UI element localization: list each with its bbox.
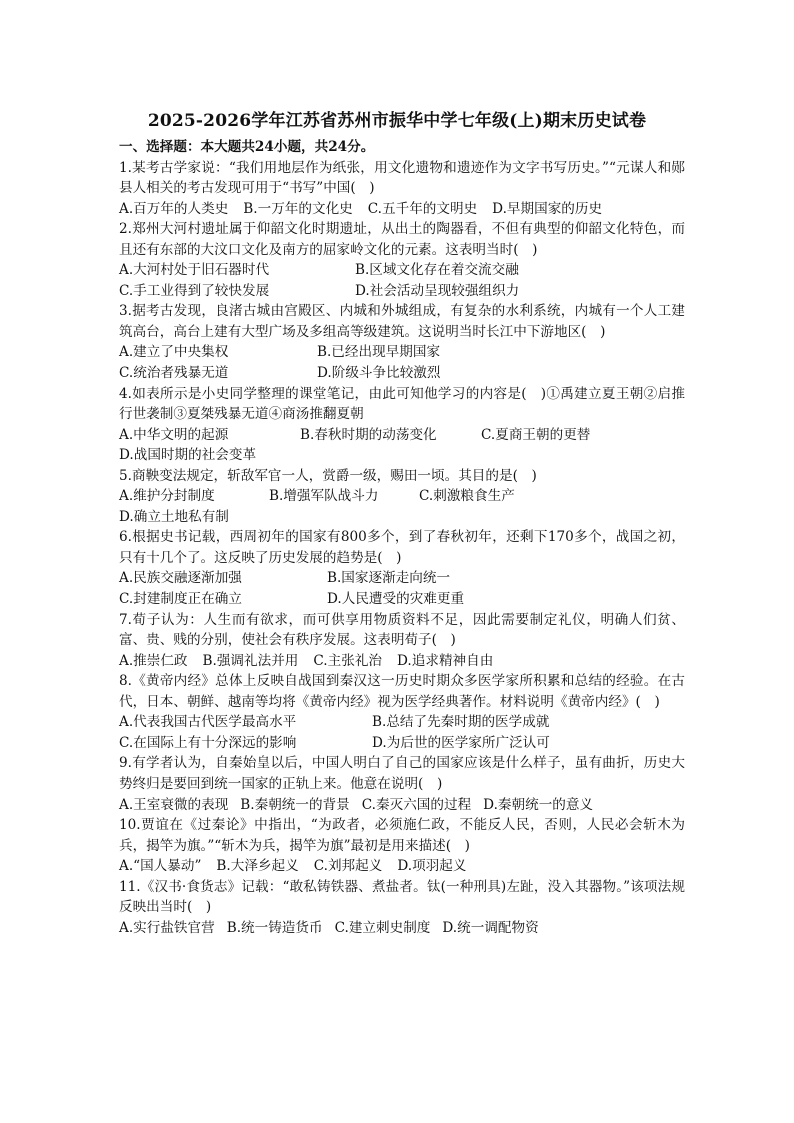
option-d: D.确立土地私有制 [119,508,229,525]
question-1: 1.某考古学家说：“我们用地层作为纸张，用文化遗物和遗迹作为文字书写历史。”“元谋人和郧县人相关的考古发现可用于“书写”中国( ) [119,159,685,197]
option-b: B.春秋时期的动荡变化 [300,426,437,443]
option-d: D.早期国家的历史 [492,200,603,217]
option-d: D.战国时期的社会变革 [119,447,257,464]
question-4: 4.如表所示是小史同学整理的课堂笔记，由此可知他学习的内容是( )①禹建立夏王朝②启推行世袭制③夏桀残暴无道④商汤推翻夏朝 [119,385,685,423]
option-a: A.维护分封制度 [119,488,215,505]
options-9 [119,795,685,816]
option-a: A.“国人暴动” [119,858,202,875]
option-d: D.人民遭受的灾难更重 [327,591,465,608]
option-b: B.秦朝统一的背景 [240,796,350,813]
option-c: C.封建制度正在确立 [119,591,242,608]
question-2: 2.郑州大河村遗址属于仰韶文化时期遗址，从出土的陶器看，不但有典型的仰韶文化特色，而且还有东部的大汶口文化及南方的屈家岭文化的元素。这表明当时( ) [119,221,685,258]
option-c: C.刘邦起义 [313,858,383,875]
option-a: A.实行盐铁官营 [119,919,215,936]
question-7: 7.荀子认为：人生而有欲求，而可供享用物质资料不足，因此需要制定礼仪，明确人们贫、富、贵、贱的分别，使社会有秩序发展。这表明荀子( ) [119,611,685,649]
options-5 [119,486,685,527]
option-c: C.刺激粮食生产 [419,488,515,505]
option-b: B.统一铸造货币 [226,919,323,936]
options-3 [119,342,685,383]
options-11 [119,918,685,939]
option-a: A.推崇仁政 [119,652,188,669]
option-a: A.王室衰微的表现 [119,796,229,813]
option-b: B.已经出现早期国家 [317,344,441,361]
option-b: B.强调礼法并用 [202,652,299,669]
option-d: D.追求精神自由 [397,652,494,669]
question-3: 3.据考古发现，良渚古城由宫殿区、内城和外城组成，有复杂的水利系统，内城有一个人工建筑高台，高台上建有大型广场及多组高等级建筑。这说明当时长江中下游地区( ) [119,303,685,340]
option-a: A.民族交融逐渐加强 [119,570,242,587]
option-b: B.增强军队战斗力 [269,488,379,505]
option-d: D.统一调配物资 [442,919,539,936]
option-d: D.社会活动呈现较强组织力 [355,282,520,299]
question-11: 11.《汉书·食货志》记载：“敢私铸铁器、煮盐者。钛(一种刑具)左趾，没入其器物。”该项法规反映出当时( ) [119,878,685,916]
option-a: A.大河村处于旧石器时代 [119,262,270,279]
option-c: C.建立刺史制度 [334,919,431,936]
options-10 [119,856,685,877]
option-c: C.手工业得到了较快发展 [119,282,270,299]
page-title: 2025-2026学年江苏省苏州市振华中学七年级(上)期末历史试卷 [147,111,647,131]
option-a: A.百万年的人类史 [119,200,229,217]
options-2 [119,260,685,301]
question-9: 9.有学者认为，自秦始皇以后，中国人明白了自己的国家应该是什么样子，虽有曲折，历史大势终归是要回到统一国家的正轨上来。他意在说明( ) [119,755,685,792]
option-a: A.代表我国古代医学最高水平 [119,714,297,731]
option-c: C.主张礼治 [313,652,383,669]
question-8: 8.《黄帝内经》总体上反映自战国到秦汉这一历史时期众多医学家所积累和总结的经验。在古代，日本、朝鲜、越南等均将《黄帝内经》视为医学经典著作。材料说明《黄帝内经》( ) [119,673,685,710]
option-c: C.在国际上有十分深远的影响 [119,734,297,751]
option-b: B.大泽乡起义 [216,858,299,875]
option-d: D.为后世的医学家所广泛认可 [372,734,550,751]
option-c: C.秦灭六国的过程 [361,796,472,813]
option-c: C.夏商王朝的更替 [481,426,591,443]
option-a: A.建立了中央集权 [119,344,229,361]
options-4 [119,425,685,466]
option-d: D.项羽起义 [397,858,467,875]
option-d: D.秦朝统一的意义 [483,796,594,813]
option-c: C.五千年的文明史 [367,200,478,217]
option-b: B.总结了先秦时期的医学成就 [372,714,550,731]
option-b: B.国家逐渐走向统一 [327,570,451,587]
options-6 [119,568,685,609]
question-5: 5.商鞅变法规定，斩敌军官一人，赏爵一级，赐田一顷。其目的是( ) [119,467,537,484]
options-1 [119,199,685,220]
option-c: C.统治者残暴无道 [119,365,229,382]
options-8 [119,712,685,753]
option-a: A.中华文明的起源 [119,426,229,443]
question-6: 6.根据史书记载，西周初年的国家有800多个，到了春秋初年，还剩下170多个，战国之初，只有十几个了。这反映了历史发展的趋势是( ) [119,529,685,566]
option-b: B.区域文化存在着交流交融 [355,262,519,279]
section-heading: 一、选择题：本大题共24小题，共24分。 [119,139,375,155]
option-b: B.一万年的文化史 [243,200,353,217]
exam-content [119,137,685,938]
options-7 [119,651,685,672]
option-d: D.阶级斗争比较激烈 [317,365,441,382]
question-10: 10.贾谊在《过秦论》中指出，“为政者，必须施仁政，不能反人民，否则，人民必会斩木为兵，揭竿为旗。”“斩木为兵，揭竿为旗”最初是用来描述( ) [119,817,685,854]
